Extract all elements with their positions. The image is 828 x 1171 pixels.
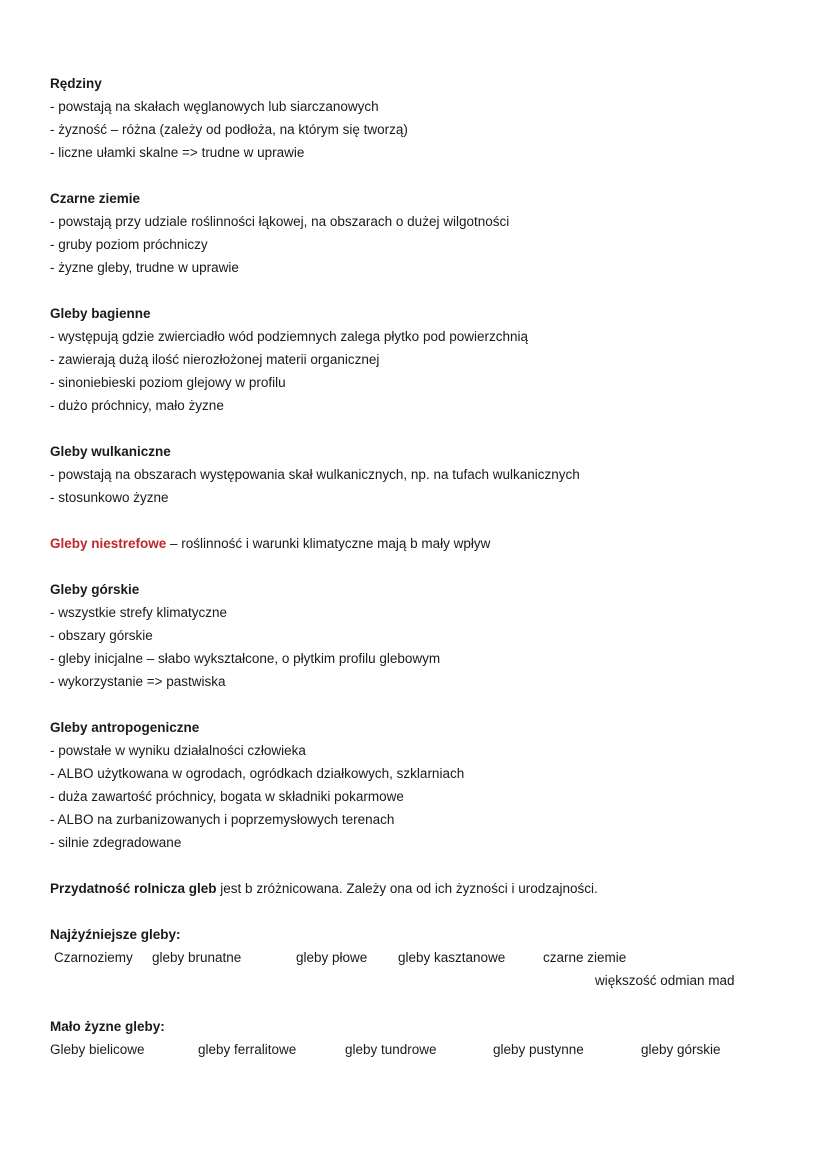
section-heading: Gleby wulkaniczne	[50, 444, 171, 459]
least-fertile-row	[50, 1038, 770, 1061]
section-gleby-antropogeniczne	[50, 716, 770, 854]
list-item: - powstają na skałach węglanowych lub siarczanowych	[50, 99, 379, 114]
section-gleby-gorskie	[50, 578, 770, 693]
list-item: - sinoniebieski poziom glejowy w profilu	[50, 375, 286, 390]
list-item: - wszystkie strefy klimatyczne	[50, 605, 228, 620]
soil-item: gleby pustynne	[493, 1042, 584, 1057]
list-item: - stosunkowo żyzne	[50, 490, 169, 505]
soil-item: gleby płowe	[296, 950, 368, 965]
azonal-line	[50, 532, 770, 555]
most-fertile-row-2	[50, 969, 770, 992]
section-heading: Gleby antropogeniczne	[50, 720, 200, 735]
section-redziny	[50, 72, 770, 164]
soil-item: gleby kasztanowe	[398, 950, 506, 965]
list-item: - silnie zdegradowane	[50, 835, 182, 850]
list-item: - wykorzystanie => pastwiska	[50, 674, 226, 689]
soil-item: gleby tundrowe	[345, 1042, 437, 1057]
list-item: - obszary górskie	[50, 628, 153, 643]
section-gleby-niestrefowe	[50, 532, 770, 555]
azonal-title: Gleby niestrefowe	[50, 536, 167, 551]
most-fertile-row	[50, 946, 770, 969]
list-item: - gleby inicjalne – słabo wykształcone, o płytkim profilu glebowym	[50, 651, 441, 666]
section-heading: Mało żyzne gleby:	[50, 1019, 165, 1034]
soil-item: Czarnoziemy	[54, 950, 133, 965]
section-heading: Czarne ziemie	[50, 191, 141, 206]
soil-item: gleby brunatne	[152, 950, 242, 965]
section-least-fertile	[50, 1015, 770, 1061]
document-page	[50, 72, 770, 1084]
list-item: - powstają przy udziale roślinności łąkowej, na obszarach o dużej wilgotności	[50, 214, 510, 229]
list-item: - występują gdzie zwierciadło wód podziemnych zalega płytko pod powierzchnią	[50, 329, 529, 344]
soil-item: większość odmian mad	[595, 973, 735, 988]
list-item: - żyzność – różna (zależy od podłoża, na którym się tworzą)	[50, 122, 408, 137]
soil-item: czarne ziemie	[543, 950, 627, 965]
usefulness-line	[50, 877, 770, 900]
list-item: - zawierają dużą ilość nierozłożonej materii organicznej	[50, 352, 380, 367]
usefulness-text: jest b zróżnicowana. Zależy ona od ich żyzności i urodzajności.	[216, 881, 598, 896]
list-item: - duża zawartość próchnicy, bogata w składniki pokarmowe	[50, 789, 404, 804]
section-heading: Najżyźniejsze gleby:	[50, 927, 181, 942]
section-heading: Gleby górskie	[50, 582, 140, 597]
list-item: - powstałe w wyniku działalności człowieka	[50, 743, 306, 758]
list-item: - ALBO na zurbanizowanych i poprzemysłowych terenach	[50, 812, 395, 827]
azonal-text: – roślinność i warunki klimatyczne mają b mały wpływ	[166, 536, 491, 551]
list-item: - dużo próchnicy, mało żyzne	[50, 398, 224, 413]
section-heading: Rędziny	[50, 76, 102, 91]
section-usefulness	[50, 877, 770, 900]
list-item: - powstają na obszarach występowania skał wulkanicznych, np. na tufach wulkanicznych	[50, 467, 580, 482]
section-czarne-ziemie	[50, 187, 770, 279]
soil-item: Gleby bielicowe	[50, 1042, 145, 1057]
usefulness-bold: Przydatność rolnicza gleb	[50, 881, 217, 896]
list-item: - gruby poziom próchniczy	[50, 237, 208, 252]
soil-item: gleby ferralitowe	[198, 1042, 297, 1057]
section-gleby-bagienne	[50, 302, 770, 417]
list-item: - żyzne gleby, trudne w uprawie	[50, 260, 239, 275]
list-item: - ALBO użytkowana w ogrodach, ogródkach działkowych, szklarniach	[50, 766, 465, 781]
section-most-fertile	[50, 923, 770, 992]
section-heading: Gleby bagienne	[50, 306, 151, 321]
list-item: - liczne ułamki skalne => trudne w uprawie	[50, 145, 305, 160]
soil-item: gleby górskie	[641, 1042, 721, 1057]
section-gleby-wulkaniczne	[50, 440, 770, 509]
